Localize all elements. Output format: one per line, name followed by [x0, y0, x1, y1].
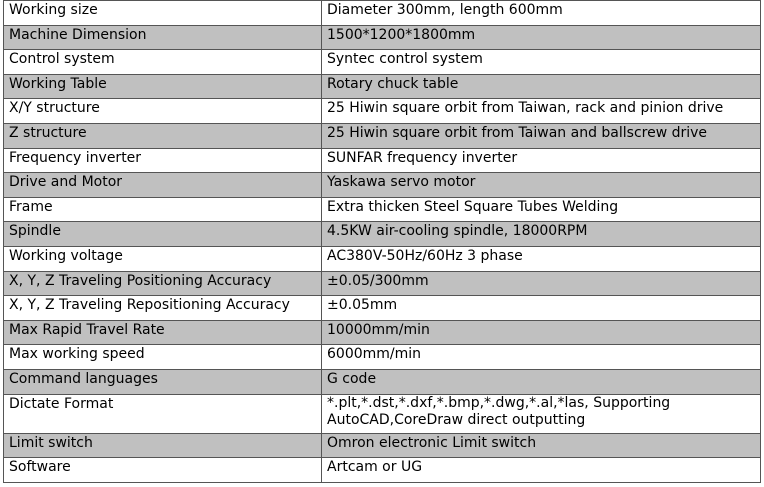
spec-value: Artcam or UG — [322, 458, 761, 483]
table-row — [4, 345, 761, 370]
table-row — [4, 394, 761, 433]
spec-label: Drive and Motor — [4, 173, 322, 198]
spec-label: Spindle — [4, 222, 322, 247]
spec-label: Machine Dimension — [4, 25, 322, 50]
spec-value: Yaskawa servo motor — [322, 173, 761, 198]
spec-value: Omron electronic Limit switch — [322, 433, 761, 458]
spec-value: 4.5KW air-cooling spindle, 18000RPM — [322, 222, 761, 247]
spec-label: Limit switch — [4, 433, 322, 458]
table-row — [4, 246, 761, 271]
spec-value: 25 Hiwin square orbit from Taiwan, rack and pinion drive — [322, 99, 761, 124]
table-row — [4, 1, 761, 26]
spec-value: 10000mm/min — [322, 320, 761, 345]
spec-label: Max working speed — [4, 345, 322, 370]
spec-label: X, Y, Z Traveling Repositioning Accuracy — [4, 296, 322, 321]
table-row — [4, 320, 761, 345]
spec-label: Max Rapid Travel Rate — [4, 320, 322, 345]
table-row — [4, 148, 761, 173]
spec-value: Diameter 300mm, length 600mm — [322, 1, 761, 26]
spec-label: Working size — [4, 1, 322, 26]
table-row — [4, 50, 761, 75]
table-row — [4, 433, 761, 458]
spec-value: Rotary chuck table — [322, 74, 761, 99]
spec-value: G code — [322, 369, 761, 394]
table-row — [4, 222, 761, 247]
spec-value: ±0.05mm — [322, 296, 761, 321]
spec-label: Frequency inverter — [4, 148, 322, 173]
spec-value: Syntec control system — [322, 50, 761, 75]
spec-label: Z structure — [4, 123, 322, 148]
spec-label: Dictate Format — [4, 394, 322, 433]
table-row — [4, 123, 761, 148]
spec-value: ±0.05/300mm — [322, 271, 761, 296]
spec-label: Command languages — [4, 369, 322, 394]
table-row — [4, 99, 761, 124]
spec-value: *.plt,*.dst,*.dxf,*.bmp,*.dwg,*.al,*las, Supporting AutoCAD,CoreDraw direct outputting — [322, 394, 761, 433]
table-row — [4, 296, 761, 321]
spec-table — [3, 0, 761, 483]
spec-value: 25 Hiwin square orbit from Taiwan and ballscrew drive — [322, 123, 761, 148]
spec-value: 1500*1200*1800mm — [322, 25, 761, 50]
table-row — [4, 25, 761, 50]
table-row — [4, 458, 761, 483]
table-row — [4, 74, 761, 99]
spec-label: Working voltage — [4, 246, 322, 271]
spec-label: Control system — [4, 50, 322, 75]
spec-label: X, Y, Z Traveling Positioning Accuracy — [4, 271, 322, 296]
table-row — [4, 173, 761, 198]
table-row — [4, 271, 761, 296]
spec-label: X/Y structure — [4, 99, 322, 124]
spec-label: Working Table — [4, 74, 322, 99]
spec-value: SUNFAR frequency inverter — [322, 148, 761, 173]
spec-label: Frame — [4, 197, 322, 222]
spec-value: AC380V-50Hz/60Hz 3 phase — [322, 246, 761, 271]
table-row — [4, 369, 761, 394]
spec-value: 6000mm/min — [322, 345, 761, 370]
spec-label: Software — [4, 458, 322, 483]
table-row — [4, 197, 761, 222]
spec-value: Extra thicken Steel Square Tubes Welding — [322, 197, 761, 222]
